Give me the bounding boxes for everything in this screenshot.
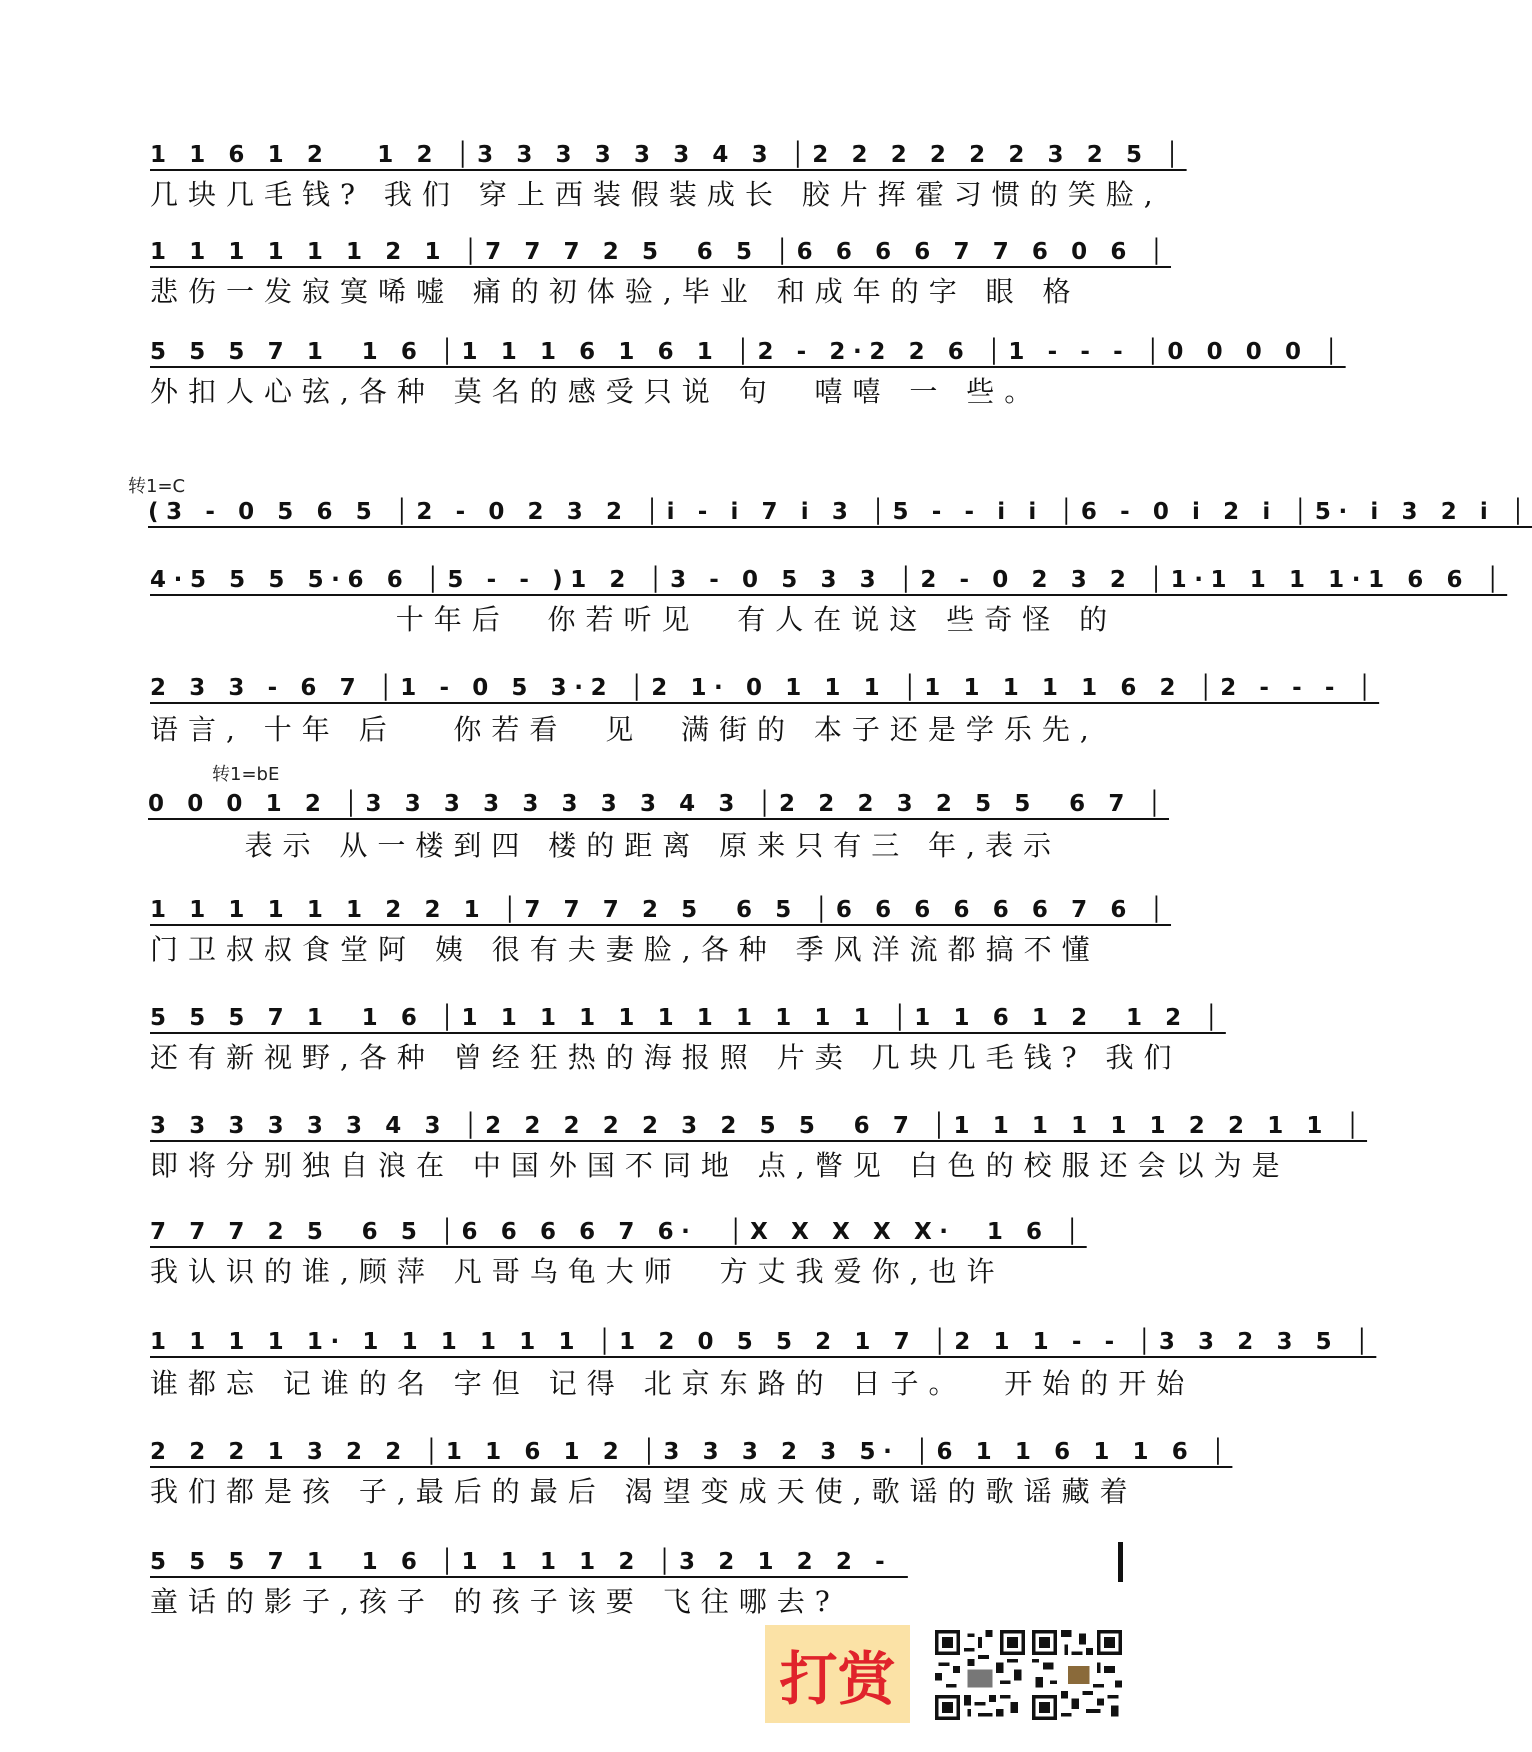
notation-line: 1 1 1 1 1 1 2 2 1 │7 7 7 2 5 6 5 │6 6 6 6 6 6 7 6 │ [150, 897, 1172, 923]
key-change-label: 转1=C [128, 476, 186, 497]
notation-line: 1 1 6 1 2 1 2 │3 3 3 3 3 3 4 3 │2 2 2 2 2 2 3 2 5 │ [150, 142, 1187, 168]
lyrics-line: 即将分别独自浪在 中国外国不同地 点,瞥见 白色的校服还会以为是 [150, 1149, 1290, 1182]
tip-button[interactable] [765, 1625, 910, 1723]
notation-line: 3 3 3 3 3 3 4 3 │2 2 2 2 2 3 2 5 5 6 7 │1 1 1 1 1 1 2 2 1 1 │ [150, 1113, 1368, 1139]
lyrics-line: 悲伤一发寂寞唏嘘 痛的初体验,毕业 和成年的字 眼 格 [150, 275, 1081, 308]
lyrics-line: 我认识的谁,顾萍 凡哥乌龟大师 方丈我爱你,也许 [150, 1255, 1005, 1288]
qr-code-icon [935, 1628, 1025, 1722]
key-change-label: 转1=bE [212, 764, 280, 785]
qr-code-icon [1032, 1628, 1122, 1722]
notation-line: 0 0 0 1 2 │3 3 3 3 3 3 3 3 4 3 │2 2 2 3 2 5 5 6 7 │ [148, 791, 1170, 817]
tip-button-label: 打赏 [779, 1645, 896, 1713]
lyrics-line: 门卫叔叔食堂阿 姨 很有夫妻脸,各种 季风洋流都搞不懂 [150, 933, 1100, 966]
notation-line: (3 - 0 5 6 5 │2 - 0 2 3 2 │i - i 7 i 3 │5 - - i i │6 - 0 i 2 i │5· i 3 2 i │ [148, 499, 1532, 525]
notation-line: 5 5 5 7 1 1 6 │1 1 1 1 1 1 1 1 1 1 1 │1 1 6 1 2 1 2 │ [150, 1005, 1226, 1031]
lyrics-line: 几块几毛钱? 我们 穿上西装假装成长 胶片挥霍习惯的笑脸, [150, 178, 1163, 211]
notation-line: 4·5 5 5 5·6 6 │5 - - )1 2 │3 - 0 5 3 3 │2 - 0 2 3 2 │1·1 1 1 1·1 6 6 │ [150, 567, 1508, 593]
lyrics-line: 十年后 你若听见 有人在说这 些奇怪 的 [150, 603, 1118, 636]
lyrics-line: 谁都忘 记谁的名 字但 记得 北京东路的 日子。 开始的开始 [150, 1367, 1195, 1400]
lyrics-line: 童话的影子,孩子 的孩子该要 飞往哪去? [150, 1585, 840, 1618]
notation-line: 5 5 5 7 1 1 6 │1 1 1 6 1 6 1 │2 - 2·2 2 6 │1 - - - │0 0 0 0 │ [150, 339, 1346, 365]
lyrics-line: 外扣人心弦,各种 莫名的感受只说 句 嘻嘻 一 些。 [150, 375, 1043, 408]
notation-line: 2 2 2 1 3 2 2 │1 1 6 1 2 │3 3 3 2 3 5· │6 1 1 6 1 1 6 │ [150, 1439, 1233, 1465]
lyrics-line: 语言, 十年 后 你若看 见 满街的 本子还是学乐先, [150, 713, 1099, 746]
notation-line: 7 7 7 2 5 6 5 │6 6 6 6 7 6· │X X X X X· 1 6 │ [150, 1219, 1087, 1245]
final-barline [1118, 1542, 1123, 1582]
notation-line: 1 1 1 1 1 1 2 1 │7 7 7 2 5 6 5 │6 6 6 6 7 7 6 0 6 │ [150, 239, 1172, 265]
lyrics-line: 还有新视野,各种 曾经狂热的海报照 片卖 几块几毛钱? 我们 [150, 1041, 1182, 1074]
notation-line: 1 1 1 1 1· 1 1 1 1 1 1 │1 2 0 5 5 2 1 7 │2 1 1 - - │3 3 2 3 5 │ [150, 1329, 1377, 1355]
notation-line: 2 3 3 - 6 7 │1 - 0 5 3·2 │2 1· 0 1 1 1 │1 1 1 1 1 6 2 │2 - - - │ [150, 675, 1380, 701]
notation-line: 5 5 5 7 1 1 6 │1 1 1 1 2 │3 2 1 2 2 - [150, 1549, 908, 1575]
lyrics-line: 表示 从一楼到四 楼的距离 原来只有三 年,表示 [150, 829, 1062, 862]
lyrics-line: 我们都是孩 子,最后的最后 渴望变成天使,歌谣的歌谣藏着 [150, 1475, 1138, 1508]
